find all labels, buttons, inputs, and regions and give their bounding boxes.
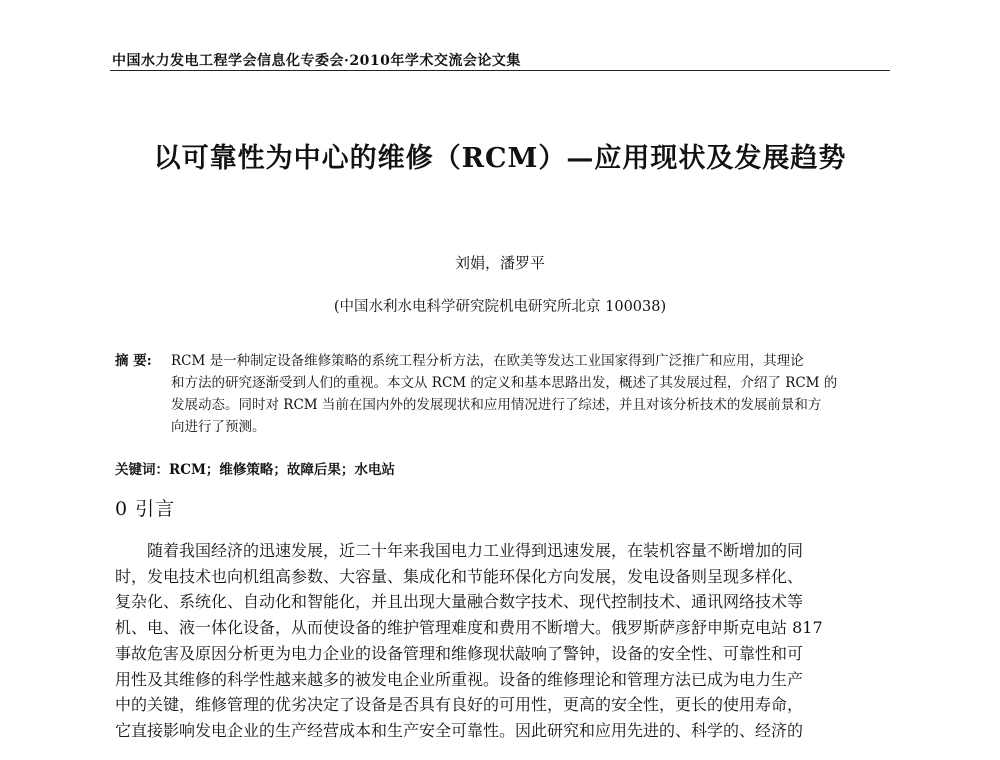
- body-line: 随着我国经济的迅速发展，近二十年来我国电力工业得到迅速发展，在装机容量不断增加的同: [147, 541, 804, 560]
- running-header: 中国水力发电工程学会信息化专委会·2010年学术交流会论文集: [112, 53, 521, 69]
- section-heading: 0 引言: [115, 498, 176, 520]
- body-text: [115, 538, 890, 744]
- paper-title: 以可靠性为中心的维修（RCM）—应用现状及发展趋势: [153, 143, 847, 174]
- abstract-line: 向进行了预测。: [171, 419, 266, 435]
- body-line: 事故危害及原因分析更为电力企业的设备管理和维修现状敲响了警钟，设备的安全性、可靠性和可: [115, 643, 804, 663]
- body-line: 它直接影响发电企业的生产经营成本和生产安全可靠性。因此研究和应用先进的、科学的、经济的: [115, 720, 804, 740]
- header-rule: [110, 70, 890, 71]
- body-line: 中的关键，维修管理的优劣决定了设备是否具有良好的可用性，更高的安全性，更长的使用寿命，: [115, 695, 804, 715]
- body-line: 机、电、液一体化设备，从而使设备的维护管理难度和费用不断增大。俄罗斯萨彦舒申斯克电站 817: [115, 618, 823, 638]
- body-line: 时，发电技术也向机组高参数、大容量、集成化和节能环保化方向发展，发电设备则呈现多样化、: [115, 566, 804, 586]
- abstract-label: 摘 要:: [115, 353, 152, 369]
- body-line: 用性及其维修的科学性越来越多的被发电企业所重视。设备的维修理论和管理方法已成为电力生产: [115, 669, 804, 689]
- paper-affiliation: (中国水利水电科学研究院机电研究所北京 100038): [333, 299, 667, 315]
- abstract-body: [171, 350, 890, 438]
- paper-authors: 刘娟，潘罗平: [454, 254, 545, 272]
- body-line: 复杂化、系统化、自动化和智能化，并且出现大量融合数字技术、现代控制技术、通讯网络技术等: [115, 592, 804, 612]
- abstract-line: 和方法的研究逐渐受到人们的重视。本文从 RCM 的定义和基本思路出发，概述了其发展过程，介绍了 RCM 的: [171, 375, 838, 391]
- abstract-line: RCM 是一种制定设备维修策略的系统工程分析方法，在欧美等发达工业国家得到广泛推广和应用，其理论: [171, 353, 804, 369]
- abstract-line: 发展动态。同时对 RCM 当前在国内外的发展现状和应用情况进行了综述，并且对该分析技术的发展前景和方: [171, 397, 822, 413]
- keywords: 关键词：RCM；维修策略；故障后果；水电站: [115, 462, 395, 478]
